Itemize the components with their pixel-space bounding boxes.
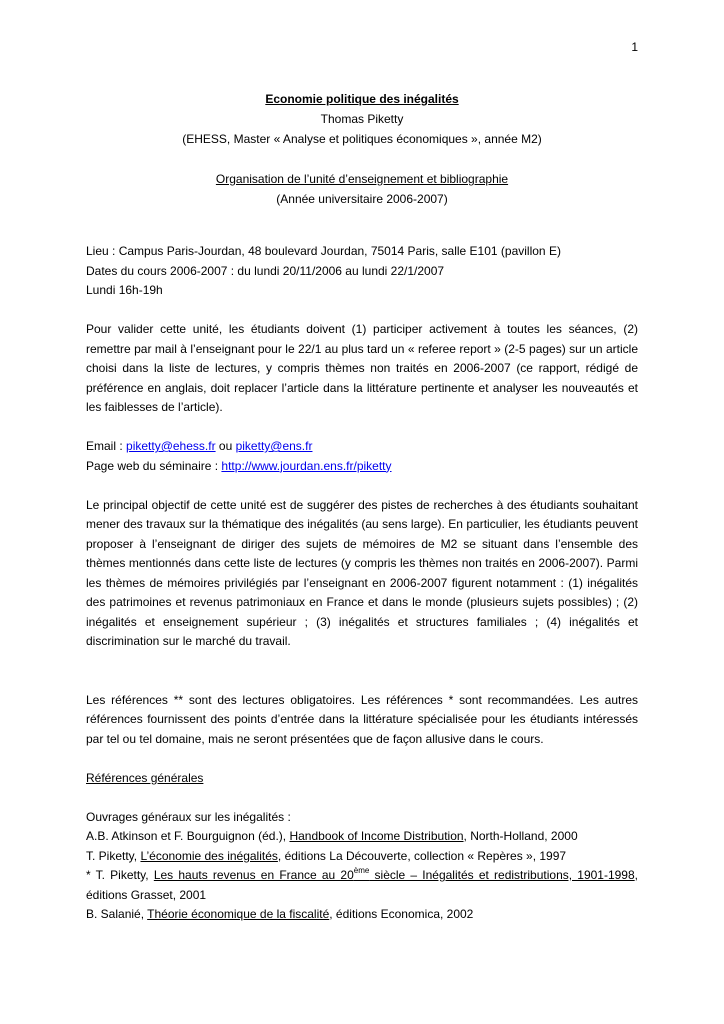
document-title: Economie politique des inégalités bbox=[265, 92, 459, 106]
program: (EHESS, Master « Analyse et politiques économiques », année M2) bbox=[182, 132, 542, 146]
ref3-title bbox=[154, 868, 635, 882]
ref1-publisher: , North-Holland, 2000 bbox=[463, 829, 578, 843]
email-link-ens[interactable]: piketty@ens.fr bbox=[235, 439, 313, 453]
ref3-title-part-a: Les hauts revenus en France au 20 bbox=[153, 868, 354, 882]
reference-item bbox=[86, 866, 638, 905]
web-link[interactable]: http://www.jourdan.ens.fr/piketty bbox=[221, 458, 392, 473]
ref4-publisher: , éditions Economica, 2002 bbox=[329, 907, 474, 921]
ref1-authors: A.B. Atkinson et F. Bourguignon (éd.), bbox=[86, 829, 290, 843]
email-label: Email : bbox=[86, 439, 127, 453]
reference-item bbox=[86, 905, 638, 925]
location-line: Lieu : Campus Paris-Jourdan, 48 boulevard Jourdan, 75014 Paris, salle E101 (pavillon E) bbox=[86, 244, 561, 258]
references-note: Les références ** sont des lectures obligatoires. Les références * sont recommandées. Les autres références fournissent des points d’entrée dans la littérature spécialisée pour les étudiants intéressés par tel ou tel domaine, mais ne seront présentées que de façon allusive dans le cours. bbox=[86, 692, 638, 746]
document-subtitle: Organisation de l’unité d’enseignement et bibliographie bbox=[215, 172, 509, 186]
ref2-publisher: , éditions La Découverte, collection « Repères », 1997 bbox=[277, 848, 567, 863]
document-header bbox=[86, 89, 638, 209]
dates-line: Dates du cours 2006-2007 : du lundi 20/11/2006 au lundi 22/1/2007 bbox=[86, 263, 445, 278]
ref3-superscript: ème bbox=[353, 866, 370, 875]
reference-item bbox=[86, 847, 638, 867]
web-label: Page web du séminaire : bbox=[86, 458, 222, 473]
ref4-authors: B. Salanié, bbox=[86, 907, 148, 921]
ref1-title: Handbook of Income Distribution bbox=[289, 829, 464, 843]
email-line bbox=[86, 437, 638, 457]
document-body bbox=[86, 242, 638, 925]
academic-year: (Année universitaire 2006-2007) bbox=[276, 192, 448, 206]
references-heading: Références générales bbox=[86, 770, 204, 785]
ref2-authors: T. Piketty, bbox=[86, 848, 141, 863]
ref3-title-part-b: siècle – Inégalités et redistributions, 1901-1998 bbox=[369, 868, 635, 882]
email-link-ehess[interactable]: piketty@ehess.fr bbox=[126, 439, 216, 453]
validation-paragraph: Pour valider cette unité, les étudiants doivent (1) participer activement à toutes les séances, (2) remettre par mail à l’enseignant pour le 22/1 au plus tard un « referee report » (2-5 pages) sur un article choisi dans la liste de lectures, y compris thèmes non traités en 2006-2007 (ce rapport, rédigé de préférence en anglais, doit replacer l’article dans la littérature pertinente et analyser les nouveautés et les faiblesses de l’article). bbox=[86, 322, 638, 414]
author: Thomas Piketty bbox=[320, 112, 404, 126]
web-line bbox=[86, 457, 638, 477]
objective-paragraph: Le principal objectif de cette unité est de suggérer des pistes de recherches à des étudiants souhaitant mener des travaux sur la thématique des inégalités (au sens large). En particulier, les étudiants peuvent proposer à l’enseignant de diriger des sujets de mémoires de M2 se situant dans l’ensemble des thèmes mentionnés dans cette liste de lectures (y compris les thèmes non traités en 2006-2007). Parmi les thèmes de mémoires privilégiés par l’enseignant en 2006-2007 figurent notamment : (1) inégalités des patrimoines et revenus patrimoniaux en France et dans le monde (plusieurs sujets possibles) ; (2) inégalités et enseignement supérieur ; (3) inégalités et structures familiales ; (4) inégalités et discrimination sur le marché du travail. bbox=[86, 497, 638, 648]
ref4-title: Théorie économique de la fiscalité bbox=[147, 907, 330, 921]
reference-item bbox=[86, 827, 638, 847]
time-line: Lundi 16h-19h bbox=[86, 283, 163, 297]
ref3-publisher: , éditions Grasset, 2001 bbox=[86, 868, 638, 902]
ref3-authors: * T. Piketty, bbox=[86, 868, 154, 882]
email-or: ou bbox=[215, 439, 236, 453]
ref2-title: L’économie des inégalités bbox=[140, 848, 278, 863]
page-number: 1 bbox=[631, 40, 638, 54]
references-intro: Ouvrages généraux sur les inégalités : bbox=[86, 809, 291, 824]
